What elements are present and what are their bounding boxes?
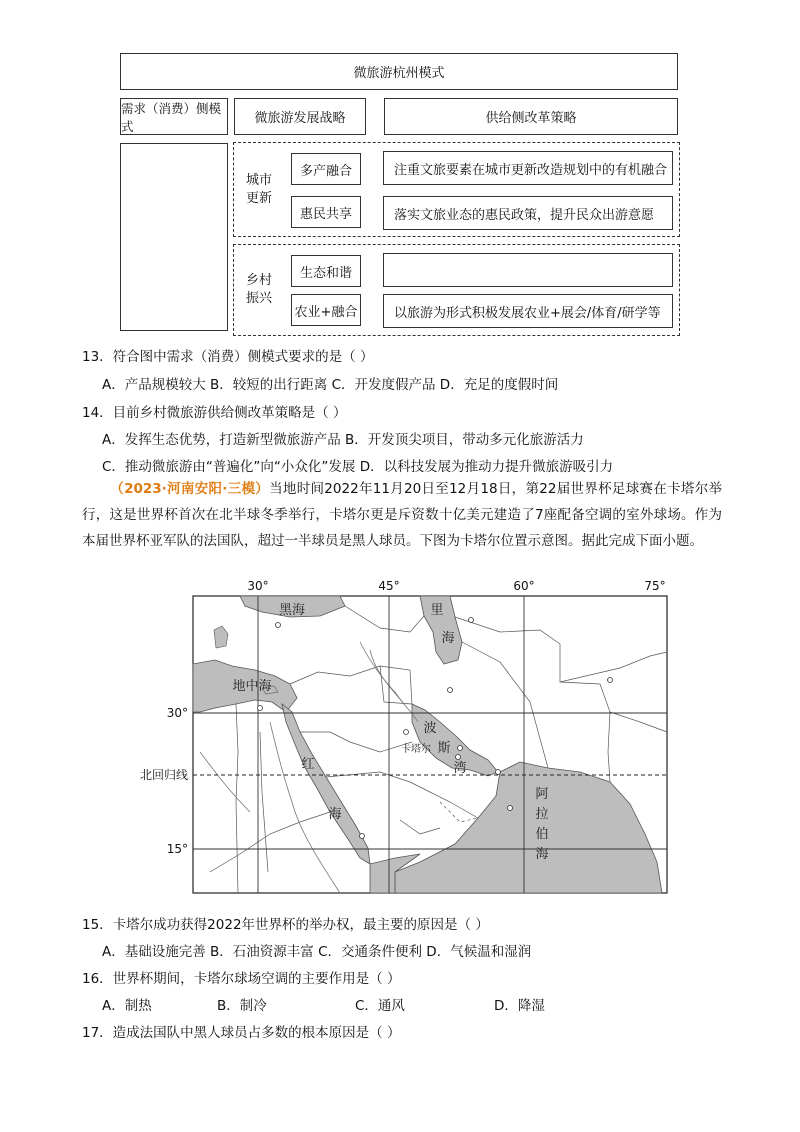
arabian-sea-label-1: 阿 bbox=[535, 787, 549, 802]
lon-label-30: 30° bbox=[247, 579, 269, 593]
arabian-sea-label-3: 伯 bbox=[535, 827, 549, 842]
question-14-options-line2: C．推动微旅游由“普遍化”向“小众化”发展 D．以科技发展为推动力提升微旅游吸引力 bbox=[102, 459, 614, 475]
rural-supply-2 bbox=[383, 294, 673, 328]
question-14-options-line1: A．发挥生态优势，打造新型微旅游产品 B．开发顶尖项目，带动多元化旅游活力 bbox=[102, 432, 584, 448]
caspian-label-2: 海 bbox=[441, 631, 455, 646]
passage-source: （2023·河南安阳·三模） bbox=[110, 481, 270, 497]
city-supply-2-text: 落实文旅业态的惠民政策，提升民众出游意愿 bbox=[394, 207, 655, 223]
city-item-1 bbox=[291, 153, 361, 185]
mediterranean-label: 地中海 bbox=[232, 679, 272, 694]
rural-item-2 bbox=[291, 294, 361, 326]
persian-gulf-label-2: 斯 bbox=[437, 741, 451, 756]
strategy-header bbox=[234, 98, 366, 135]
question-16-option-d: D．降湿 bbox=[494, 998, 545, 1014]
lon-label-45: 45° bbox=[378, 579, 400, 593]
question-13: 13．符合图中需求（消费）侧模式要求的是（ ） bbox=[82, 349, 374, 365]
black-sea-label: 黑海 bbox=[278, 603, 306, 618]
supply-header-text: 供给侧改革策略 bbox=[485, 111, 577, 126]
question-16-option-c: C．通风 bbox=[355, 998, 405, 1014]
rural-item-1 bbox=[291, 255, 361, 287]
question-16-option-a: A．制热 bbox=[102, 998, 152, 1014]
demand-header-text: 需求（消费）侧模式 bbox=[121, 100, 222, 134]
city-item-2-text: 惠民共享 bbox=[299, 206, 352, 222]
strategy-header-text: 微旅游发展战略 bbox=[254, 111, 346, 126]
diagram-title bbox=[120, 53, 678, 90]
city-supply-1-text: 注重文旅要素在城市更新改造规划中的有机融合 bbox=[394, 162, 668, 178]
lon-label-75: 75° bbox=[644, 579, 666, 593]
question-16: 16．世界杯期间，卡塔尔球场空调的主要作用是（ ） bbox=[82, 971, 401, 987]
supply-header bbox=[384, 98, 678, 135]
qatar-label: 卡塔尔 bbox=[401, 744, 431, 755]
city-supply-2 bbox=[383, 196, 673, 230]
lat-label-15: 15° bbox=[166, 842, 188, 856]
rural-supply-1 bbox=[383, 253, 673, 287]
city-label: 城市 更新 bbox=[245, 173, 272, 206]
rural-supply-2-text: 以旅游为形式积极发展农业+展会/体育/研学等 bbox=[394, 305, 661, 321]
caspian-label-1: 里 bbox=[430, 603, 444, 618]
qatar-marker bbox=[456, 755, 461, 760]
question-16-option-b: B．制冷 bbox=[217, 998, 267, 1014]
rural-label: 乡村 振兴 bbox=[245, 273, 272, 306]
passage bbox=[82, 476, 722, 554]
rural-item-2-text: 农业+融合 bbox=[294, 304, 358, 320]
demand-blank-box bbox=[120, 143, 228, 331]
arabian-sea-label-4: 海 bbox=[535, 847, 549, 862]
red-sea-label-1: 红 bbox=[301, 757, 315, 772]
tropic-label: 北回归线 bbox=[139, 768, 188, 782]
persian-gulf-label-3: 湾 bbox=[453, 761, 467, 776]
rural-item-1-text: 生态和谐 bbox=[299, 265, 352, 281]
persian-gulf-label-1: 波 bbox=[423, 721, 437, 736]
qatar-location-map bbox=[0, 572, 800, 902]
city-item-1-text: 多产融合 bbox=[299, 163, 352, 179]
lon-label-60: 60° bbox=[513, 579, 535, 593]
diagram-title-text: 微旅游杭州模式 bbox=[353, 66, 445, 81]
question-14: 14．目前乡村微旅游供给侧改革策略是（ ） bbox=[82, 405, 347, 421]
lat-label-30: 30° bbox=[166, 706, 188, 720]
city-item-2 bbox=[291, 196, 361, 228]
question-17: 17．造成法国队中黑人球员占多数的根本原因是（ ） bbox=[82, 1025, 401, 1041]
red-sea-label-2: 海 bbox=[328, 807, 342, 822]
passage-text: 当地时间2022年11月20日至12月18日，第22届世界杯足球赛在卡塔尔举行，这是世界杯首次在北半球冬季举行，卡塔尔更是斥资数十亿美元建造了7座配备空调的室外球场。作为本届世界杯亚军队的法国队，超过一半球员是黑人球员。下图为卡塔尔位置示意图。据此完成下面小题。 bbox=[82, 481, 722, 549]
question-15-options: A．基础设施完善 B．石油资源丰富 C．交通条件便利 D．气候温和湿润 bbox=[102, 944, 532, 960]
question-13-options: A．产品规模较大 B．较短的出行距离 C．开发度假产品 D．充足的度假时间 bbox=[102, 377, 559, 393]
arabian-sea-label-2: 拉 bbox=[535, 807, 549, 822]
demand-header bbox=[120, 98, 228, 135]
city-supply-1 bbox=[383, 151, 673, 185]
question-15: 15．卡塔尔成功获得2022年世界杯的举办权，最主要的原因是（ ） bbox=[82, 917, 489, 933]
